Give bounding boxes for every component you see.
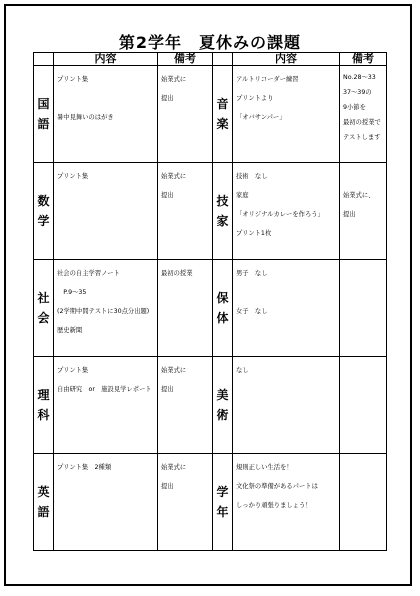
content-cell-left-line: 歴史新聞 [57, 327, 83, 334]
header-note-right: 備考 [340, 53, 387, 66]
table-row [34, 357, 387, 454]
subject-char: 語 [37, 117, 50, 131]
note-cell-left-line: 始業式に [161, 76, 187, 83]
content-cell-right-line: 文化祭の準備があるパートは [236, 483, 318, 490]
content-cell-right-line: プリント1枚 [236, 230, 272, 237]
note-cell-left-line: 提出 [161, 483, 174, 490]
note-cell-right [340, 66, 387, 163]
content-cell-left-line: (2学期中間テストに30点分出題) [57, 308, 150, 315]
subject-char: 学 [37, 214, 50, 228]
content-cell-right [233, 163, 340, 260]
content-cell-left [54, 260, 158, 357]
content-cell-left [54, 357, 158, 454]
note-cell-right-line: 提出 [343, 211, 356, 218]
header-blank-right [213, 53, 233, 66]
content-cell-right-line: アルトリコーダー練習 [236, 76, 299, 83]
content-cell-left-line [57, 89, 157, 108]
subject-char: 美 [216, 388, 229, 402]
subject-char: 科 [37, 408, 50, 422]
note-cell-right-line: No.28～33 [343, 74, 376, 81]
note-cell-right [340, 163, 387, 260]
content-cell-left-line: プリント集 2種類 [57, 464, 112, 471]
content-cell-left-line: 暑中見舞いのはがき [57, 114, 114, 121]
note-cell-left [158, 454, 213, 551]
subject-left [34, 260, 54, 357]
content-cell-right-line [236, 283, 339, 302]
note-cell-left [158, 66, 213, 163]
note-cell-left-line: 提出 [161, 386, 174, 393]
note-cell-right [340, 454, 387, 551]
content-cell-right-line: しっかり頑張りましょう！ [236, 502, 312, 509]
subject-char: 音 [216, 97, 229, 111]
content-cell-right [233, 66, 340, 163]
content-cell-left [54, 163, 158, 260]
subject-right [213, 454, 233, 551]
content-cell-right-line: 女子 なし [236, 308, 268, 315]
content-cell-left-line: プリント集 [57, 367, 89, 374]
content-cell-left-line: 自由研究 or 施設見学レポート [57, 386, 152, 393]
note-cell-right-line: テストします [343, 134, 381, 141]
content-cell-right-line: 男子 なし [236, 270, 268, 277]
subject-char: 語 [37, 505, 50, 519]
subject-char: 体 [216, 311, 229, 325]
subject-char: 国 [37, 97, 50, 111]
content-cell-right-line: なし [236, 367, 249, 374]
content-cell-right-line: 「オリジナルカレーを作ろう」 [236, 211, 324, 218]
content-cell-left-line: P.9～35 [57, 289, 87, 296]
note-cell-right [340, 357, 387, 454]
page-title: 第2学年 夏休みの課題 [118, 33, 302, 52]
table-row [34, 454, 387, 551]
subject-char: 数 [37, 194, 50, 208]
content-cell-right-line: プリントより [236, 95, 274, 102]
header-note-left: 備考 [158, 53, 213, 66]
note-cell-left-line: 始業式に [161, 367, 187, 374]
subject-right [213, 66, 233, 163]
subject-char: 技 [216, 194, 229, 208]
content-cell-right-line: 規則正しい生活を！ [236, 464, 293, 471]
content-cell-right [233, 260, 340, 357]
subject-right [213, 357, 233, 454]
content-cell-right [233, 454, 340, 551]
content-cell-right-line: 「オバサンパー」 [236, 114, 286, 121]
note-cell-left-line: 始業式に [161, 464, 187, 471]
subject-char: 会 [37, 311, 50, 325]
content-cell-left-line: プリント集 [57, 76, 89, 83]
subject-left [34, 163, 54, 260]
header-blank-left [34, 53, 54, 66]
content-cell-left [54, 454, 158, 551]
content-cell-right [233, 357, 340, 454]
content-cell-left-line: 社会の自主学習ノート [57, 270, 120, 277]
subject-left [34, 66, 54, 163]
note-cell-left [158, 163, 213, 260]
subject-char: 社 [37, 291, 50, 305]
header-content-right: 内容 [233, 53, 340, 66]
table-row [34, 66, 387, 163]
table-row [34, 260, 387, 357]
content-cell-right-line: 技術 なし [236, 173, 268, 180]
note-cell-left-line: 提出 [161, 192, 174, 199]
note-cell-right-line: 最初の授業で [343, 119, 381, 126]
note-cell-left-line: 始業式に [161, 173, 187, 180]
subject-left [34, 454, 54, 551]
content-cell-right-line: 家庭 [236, 192, 249, 199]
note-cell-right [340, 260, 387, 357]
table-row [34, 163, 387, 260]
subject-right [213, 163, 233, 260]
subject-char: 術 [216, 408, 229, 422]
subject-char: 学 [216, 485, 229, 499]
note-cell-left-line: 提出 [161, 95, 174, 102]
subject-char: 保 [216, 291, 229, 305]
subject-char: 英 [37, 485, 50, 499]
note-cell-right-line [343, 167, 386, 186]
subject-char: 家 [216, 214, 229, 228]
content-cell-left-line: プリント集 [57, 173, 89, 180]
header-content-left: 内容 [54, 53, 158, 66]
note-cell-right-line: 9小節を [343, 104, 366, 111]
note-cell-left [158, 357, 213, 454]
content-cell-left [54, 66, 158, 163]
subject-char: 理 [37, 388, 50, 402]
subject-right [213, 260, 233, 357]
homework-table [33, 52, 387, 551]
note-cell-right-line: 37～39の [343, 89, 372, 96]
subject-char: 楽 [216, 117, 229, 131]
note-cell-left-line: 最初の授業 [161, 270, 193, 277]
note-cell-left [158, 260, 213, 357]
subject-left [34, 357, 54, 454]
note-cell-right-line: 始業式に、 [343, 192, 375, 199]
subject-char: 年 [216, 505, 229, 519]
